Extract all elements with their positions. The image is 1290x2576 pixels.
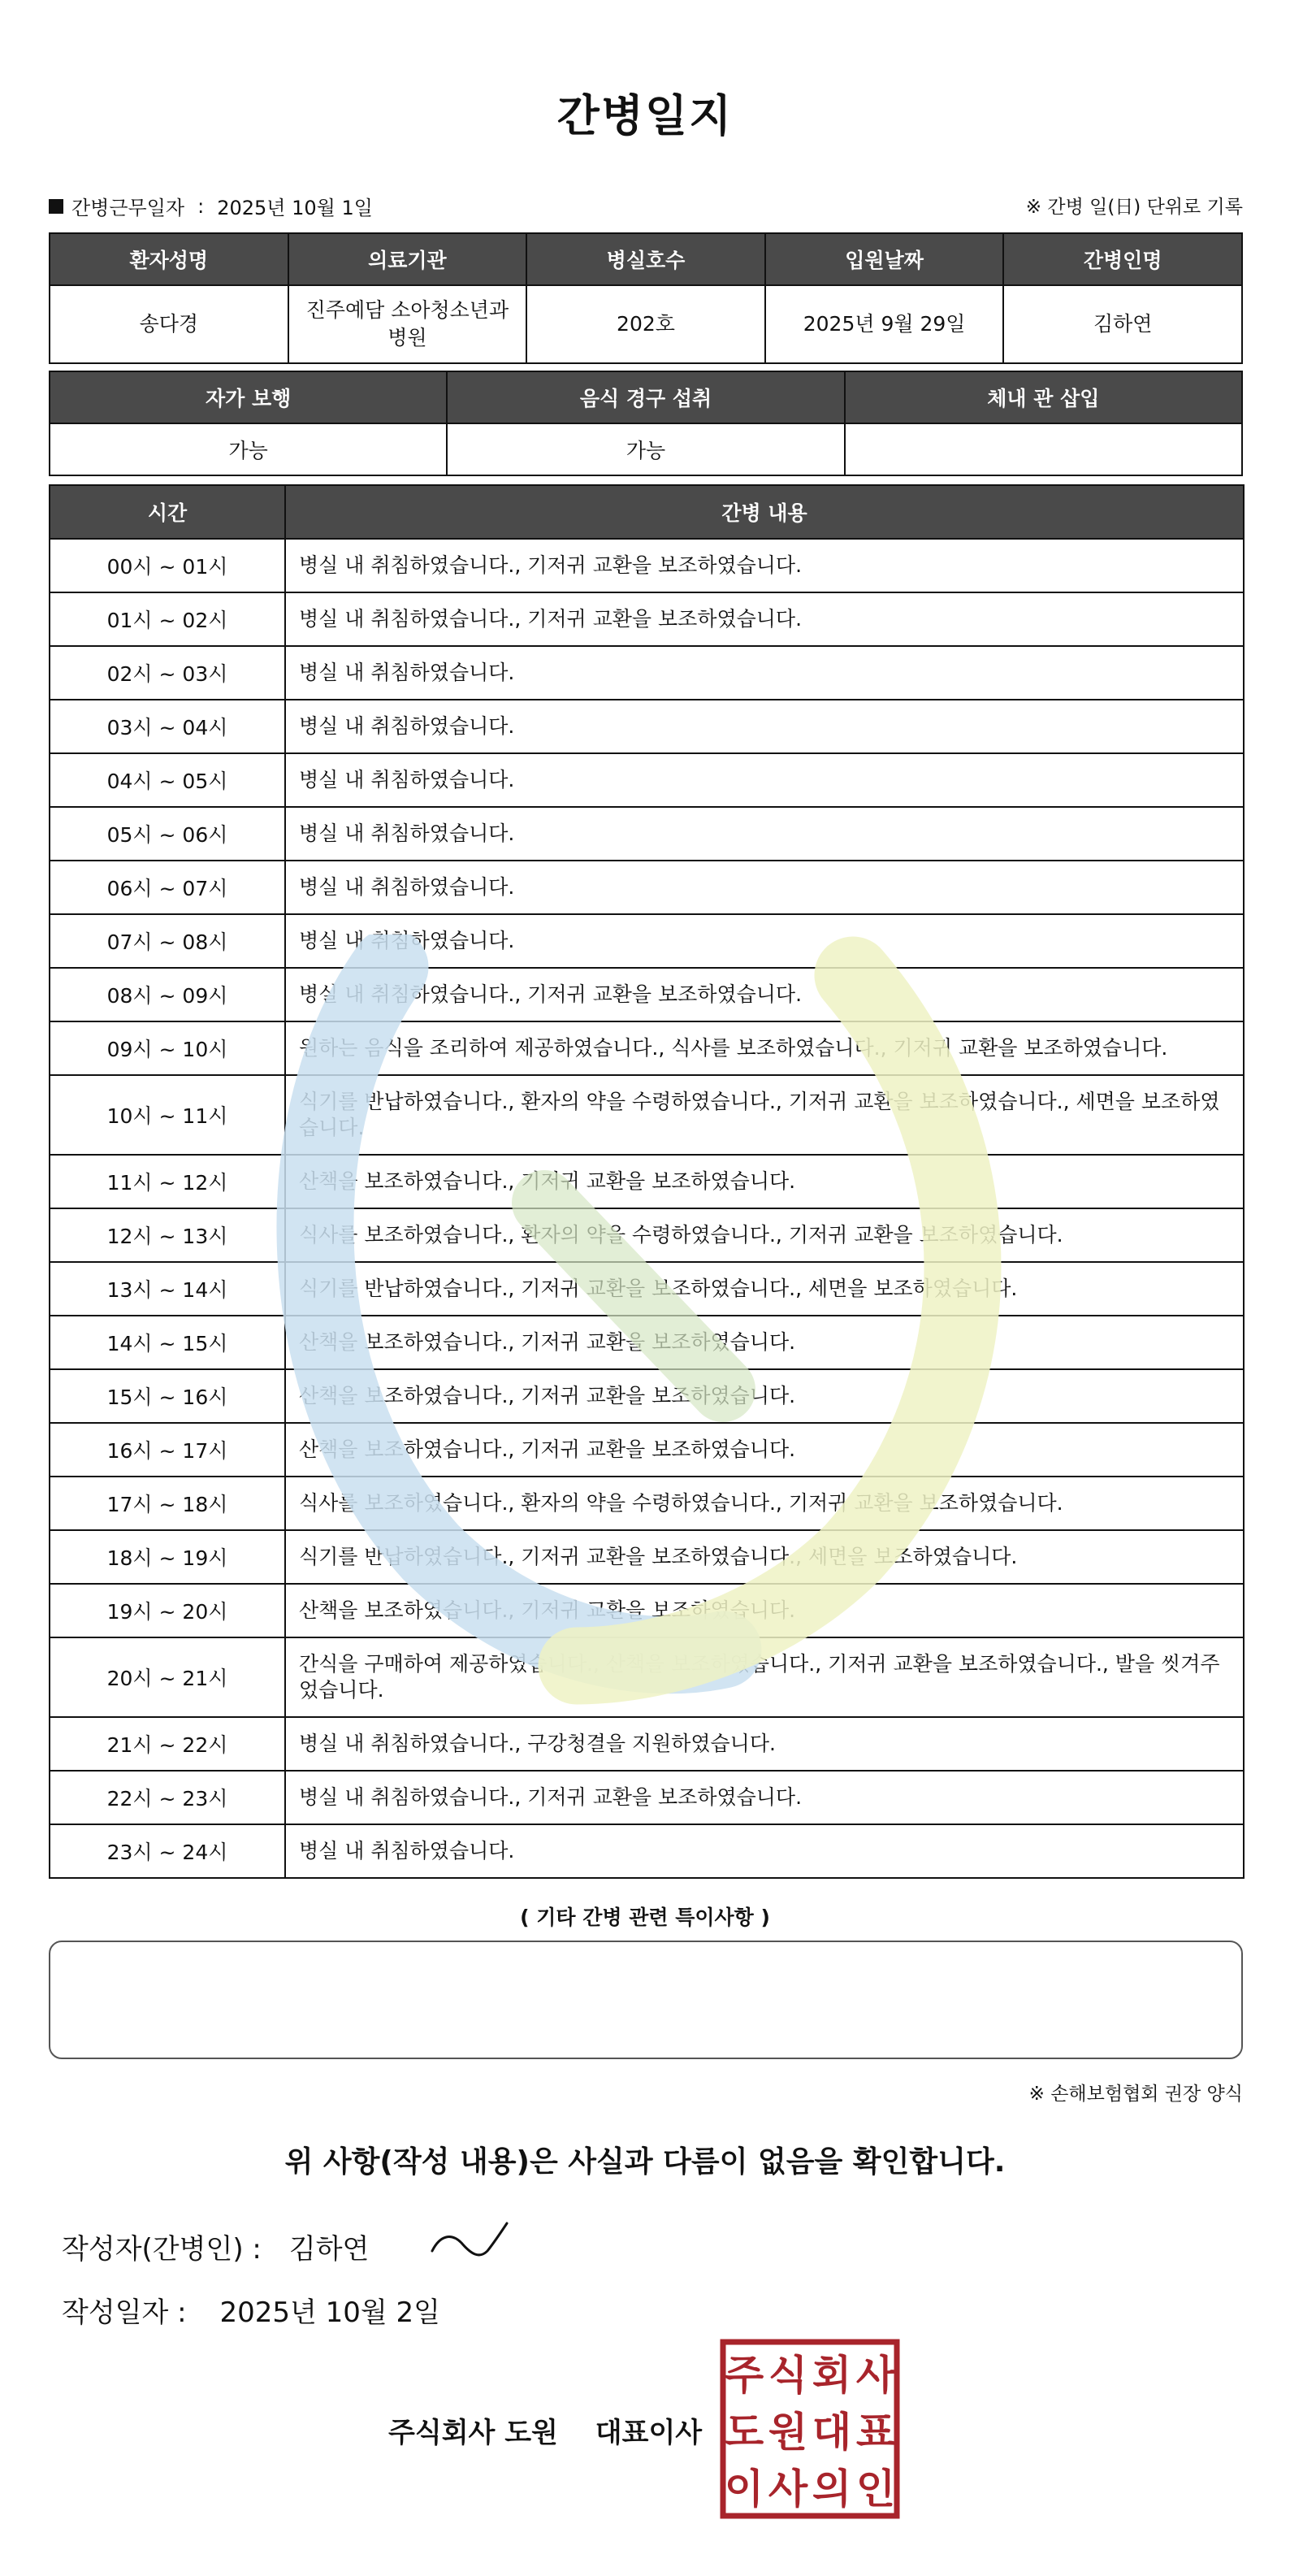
time-cell: 15시 ~ 16시 [50, 1369, 285, 1423]
caregiver-name: 김하연 [1003, 285, 1242, 363]
special-notes-box [49, 1941, 1243, 2059]
header-time: 시간 [50, 485, 285, 539]
table-row [50, 1423, 1244, 1477]
care-content-cell: 식기를 반납하였습니다., 기저귀 교환을 보조하였습니다., 세면을 보조하였습니다. [285, 1530, 1244, 1584]
header-self-walking: 자가 보행 [50, 371, 447, 423]
seal-character: 식 [768, 2352, 808, 2399]
work-date [49, 192, 373, 220]
table-row [50, 1717, 1244, 1771]
signature-icon [429, 2218, 510, 2267]
table-row [50, 861, 1244, 914]
care-content-cell: 병실 내 취침하였습니다. [285, 646, 1244, 700]
table-row [50, 1208, 1244, 1262]
care-content-cell: 병실 내 취침하였습니다. [285, 1824, 1244, 1878]
writer-label: 작성자(간병인) : [62, 2233, 262, 2266]
work-date-label: 간병근무일자 [71, 197, 185, 219]
time-cell: 01시 ~ 02시 [50, 592, 285, 646]
table-row [50, 753, 1244, 807]
seal-character: 인 [855, 2465, 896, 2513]
table-row [50, 1477, 1244, 1530]
time-cell: 19시 ~ 20시 [50, 1584, 285, 1637]
company-signature [388, 2410, 702, 2450]
table-row [50, 1584, 1244, 1637]
written-date-label: 작성일자 : [62, 2296, 187, 2329]
time-cell: 13시 ~ 14시 [50, 1262, 285, 1316]
time-cell: 20시 ~ 21시 [50, 1637, 285, 1717]
seal-character: 사 [855, 2352, 896, 2399]
time-cell: 07시 ~ 08시 [50, 914, 285, 968]
care-content-cell: 병실 내 취침하였습니다., 기저귀 교환을 보조하였습니다. [285, 968, 1244, 1021]
table-row [50, 1316, 1244, 1369]
writer-name: 김하연 [288, 2233, 370, 2266]
time-cell: 23시 ~ 24시 [50, 1824, 285, 1878]
record-unit-note: ※ 간병 일(日) 단위로 기록 [1025, 197, 1243, 218]
writer-row [62, 2227, 369, 2266]
table-row [50, 1369, 1244, 1423]
admission-date: 2025년 9월 29일 [765, 285, 1004, 363]
seal-character: 주 [724, 2352, 764, 2399]
table-row [50, 1021, 1244, 1075]
care-content-cell: 산책을 보조하였습니다., 기저귀 교환을 보조하였습니다. [285, 1584, 1244, 1637]
time-cell: 04시 ~ 05시 [50, 753, 285, 807]
square-bullet-icon [49, 199, 63, 214]
table-row [50, 1155, 1244, 1208]
time-cell: 22시 ~ 23시 [50, 1771, 285, 1824]
care-log-body [50, 539, 1244, 1878]
time-cell: 00시 ~ 01시 [50, 539, 285, 592]
time-cell: 11시 ~ 12시 [50, 1155, 285, 1208]
seal-character: 대 [812, 2409, 852, 2456]
confirmation-statement: 위 사항(작성 내용)은 사실과 다름이 없음을 확인합니다. [284, 2145, 1006, 2179]
company-seal-stamp [720, 2339, 900, 2519]
table-row [50, 700, 1244, 753]
room-number: 202호 [526, 285, 765, 363]
header-hospital: 의료기관 [288, 233, 527, 285]
seal-character: 회 [812, 2352, 852, 2399]
header-oral-intake: 음식 경구 섭취 [447, 371, 844, 423]
care-content-cell: 산책을 보조하였습니다., 기저귀 교환을 보조하였습니다. [285, 1423, 1244, 1477]
work-date-value: 2025년 10월 1일 [217, 197, 373, 219]
seal-character: 표 [855, 2409, 896, 2456]
header-tube-insertion: 체내 관 삽입 [845, 371, 1242, 423]
recommend-note: ※ 손해보험협회 권장 양식 [1028, 2084, 1243, 2105]
ability-table [49, 371, 1243, 476]
time-cell: 02시 ~ 03시 [50, 646, 285, 700]
tube-insertion-value [845, 423, 1242, 475]
care-log-table [49, 484, 1245, 1879]
care-content-cell: 병실 내 취침하였습니다. [285, 914, 1244, 968]
care-content-cell: 산책을 보조하였습니다., 기저귀 교환을 보조하였습니다. [285, 1316, 1244, 1369]
header-room: 병실호수 [526, 233, 765, 285]
time-cell: 17시 ~ 18시 [50, 1477, 285, 1530]
care-content-cell: 병실 내 취침하였습니다., 구강청결을 지원하였습니다. [285, 1717, 1244, 1771]
table-row [50, 1262, 1244, 1316]
care-content-cell: 식기를 반납하였습니다., 환자의 약을 수령하였습니다., 기저귀 교환을 보조하였습니다., 세면을 보조하였습니다. [285, 1075, 1244, 1155]
written-date-value: 2025년 10월 2일 [219, 2296, 441, 2329]
care-content-cell: 식사를 보조하였습니다., 환자의 약을 수령하였습니다., 기저귀 교환을 보조하였습니다. [285, 1477, 1244, 1530]
time-cell: 12시 ~ 13시 [50, 1208, 285, 1262]
patient-info-table [49, 232, 1243, 364]
table-row [50, 968, 1244, 1021]
care-content-cell: 병실 내 취침하였습니다. [285, 753, 1244, 807]
page-title: 간병일지 [556, 90, 734, 141]
care-content-cell: 병실 내 취침하였습니다. [285, 807, 1244, 861]
time-cell: 08시 ~ 09시 [50, 968, 285, 1021]
header-patient-name: 환자성명 [50, 233, 288, 285]
care-content-cell: 식사를 보조하였습니다., 환자의 약을 수령하였습니다., 기저귀 교환을 보조하였습니다. [285, 1208, 1244, 1262]
time-cell: 03시 ~ 04시 [50, 700, 285, 753]
notes-title: ( 기타 간병 관련 특이사항 ) [520, 1906, 770, 1929]
table-row [50, 1530, 1244, 1584]
meta-row [49, 192, 1243, 219]
table-row [50, 914, 1244, 968]
time-cell: 10시 ~ 11시 [50, 1075, 285, 1155]
table-row [50, 1771, 1244, 1824]
seal-character: 도 [724, 2409, 764, 2456]
seal-character: 원 [768, 2409, 808, 2456]
time-cell: 14시 ~ 15시 [50, 1316, 285, 1369]
representative-title: 대표이사 [595, 2417, 703, 2449]
patient-name: 송다경 [50, 285, 288, 363]
seal-character: 의 [812, 2465, 852, 2513]
table-row [50, 1824, 1244, 1878]
table-row [50, 592, 1244, 646]
care-content-cell: 산책을 보조하였습니다., 기저귀 교환을 보조하였습니다. [285, 1369, 1244, 1423]
care-content-cell: 병실 내 취침하였습니다. [285, 700, 1244, 753]
seal-character: 이 [724, 2465, 764, 2513]
care-content-cell: 산책을 보조하였습니다., 기저귀 교환을 보조하였습니다. [285, 1155, 1244, 1208]
header-caregiver-name: 간병인명 [1003, 233, 1242, 285]
table-row [50, 646, 1244, 700]
header-admission-date: 입원날짜 [765, 233, 1004, 285]
time-cell: 05시 ~ 06시 [50, 807, 285, 861]
care-content-cell: 병실 내 취침하였습니다., 기저귀 교환을 보조하였습니다. [285, 592, 1244, 646]
written-date-row [62, 2290, 440, 2330]
oral-intake-value: 가능 [447, 423, 844, 475]
time-cell: 18시 ~ 19시 [50, 1530, 285, 1584]
care-content-cell: 간식을 구매하여 제공하였습니다., 산책을 보조하였습니다., 기저귀 교환을 보조하였습니다., 발을 씻겨주었습니다. [285, 1637, 1244, 1717]
hospital-name: 진주예담 소아청소년과 병원 [288, 285, 527, 363]
time-cell: 09시 ~ 10시 [50, 1021, 285, 1075]
table-row [50, 1075, 1244, 1155]
time-cell: 16시 ~ 17시 [50, 1423, 285, 1477]
self-walking-value: 가능 [50, 423, 447, 475]
work-date-sep: : [197, 194, 205, 218]
care-content-cell: 원하는 음식을 조리하여 제공하였습니다., 식사를 보조하였습니다., 기저귀 교환을 보조하였습니다. [285, 1021, 1244, 1075]
table-row [50, 1637, 1244, 1717]
care-content-cell: 병실 내 취침하였습니다. [285, 861, 1244, 914]
seal-character: 사 [768, 2465, 808, 2513]
care-content-cell: 병실 내 취침하였습니다., 기저귀 교환을 보조하였습니다. [285, 1771, 1244, 1824]
table-row [50, 539, 1244, 592]
time-cell: 06시 ~ 07시 [50, 861, 285, 914]
header-care-content: 간병 내용 [285, 485, 1244, 539]
time-cell: 21시 ~ 22시 [50, 1717, 285, 1771]
care-content-cell: 병실 내 취침하였습니다., 기저귀 교환을 보조하였습니다. [285, 539, 1244, 592]
care-content-cell: 식기를 반납하였습니다., 기저귀 교환을 보조하였습니다., 세면을 보조하였습니다. [285, 1262, 1244, 1316]
table-row [50, 807, 1244, 861]
company-name: 주식회사 도원 [388, 2417, 558, 2449]
